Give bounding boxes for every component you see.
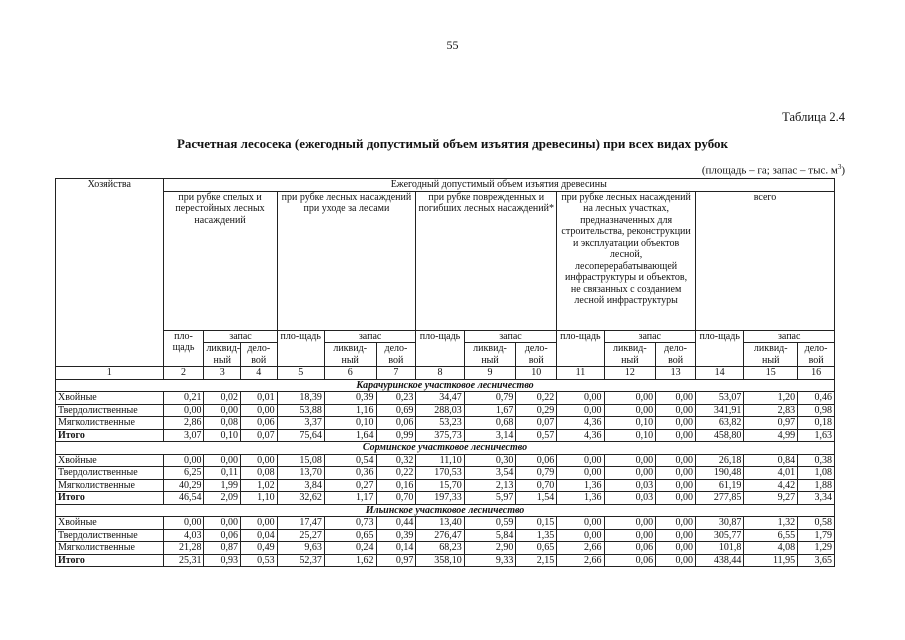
row-label: Хвойные [56,517,164,530]
table-cell: 1,17 [324,492,376,505]
table-cell: 0,02 [204,392,241,405]
row-label: Твердолиственные [56,529,164,542]
table-cell: 21,28 [163,542,204,555]
units-superscript: 3 [837,163,842,171]
table-cell: 15,70 [416,479,464,492]
units-note-close: ) [841,164,845,177]
allowable-cut-table [55,178,835,567]
table-row [56,529,835,542]
table-cell: 0,58 [798,517,835,530]
table-cell: 40,29 [163,479,204,492]
table-cell: 438,44 [695,554,743,567]
stock-header: запас [604,330,695,343]
table-cell: 1,02 [241,479,278,492]
table-cell: 0,97 [376,554,416,567]
table-cell: 1,29 [798,542,835,555]
table-row [56,404,835,417]
row-label: Итого [56,554,164,567]
table-cell: 0,00 [204,404,241,417]
table-cell: 32,62 [277,492,324,505]
area-header: пло-щадь [695,330,743,367]
table-row [56,454,835,467]
table-cell: 3,34 [798,492,835,505]
section-title: Сорминское участковое лесничество [56,442,835,455]
table-cell: 1,62 [324,554,376,567]
area-header: пло-щадь [557,330,604,367]
section-row [56,442,835,455]
section-row [56,504,835,517]
table-cell: 305,77 [695,529,743,542]
table-row [56,542,835,555]
table-cell: 9,33 [464,554,516,567]
page-number: 55 [446,38,459,52]
table-cell: 4,36 [557,429,604,442]
stock-header: запас [204,330,277,343]
table-row [56,467,835,480]
column-number: 14 [695,367,743,380]
table-cell: 0,00 [656,417,696,430]
table-cell: 0,00 [604,404,656,417]
table-cell: 0,06 [604,554,656,567]
table-cell: 26,18 [695,454,743,467]
table-cell: 0,65 [516,542,557,555]
table-cell: 0,18 [798,417,835,430]
row-label: Мягколиственные [56,542,164,555]
table-cell: 0,00 [656,554,696,567]
area-header: пло-щадь [163,330,204,367]
table-cell: 2,90 [464,542,516,555]
stock-header: запас [324,330,415,343]
table-cell: 276,47 [416,529,464,542]
table-cell: 1,35 [516,529,557,542]
table-cell: 6,25 [163,467,204,480]
table-cell: 2,15 [516,554,557,567]
table-cell: 0,11 [204,467,241,480]
table-cell: 0,00 [604,467,656,480]
total-row [56,492,835,505]
table-cell: 0,00 [604,392,656,405]
table-cell: 0,00 [656,492,696,505]
table-cell: 9,63 [277,542,324,555]
table-cell: 0,06 [604,542,656,555]
table-cell: 3,54 [464,467,516,480]
area-header: пло-щадь [277,330,324,367]
table-label: Таблица 2.4 [782,110,845,124]
table-cell: 341,91 [695,404,743,417]
table-cell: 0,14 [376,542,416,555]
table-cell: 2,86 [163,417,204,430]
table-cell: 0,00 [656,517,696,530]
column-number: 2 [163,367,204,380]
table-cell: 0,04 [241,529,278,542]
table-cell: 52,37 [277,554,324,567]
table-cell: 0,03 [604,479,656,492]
table-cell: 53,07 [695,392,743,405]
table-cell: 0,00 [163,517,204,530]
table-cell: 0,54 [324,454,376,467]
table-cell: 0,46 [798,392,835,405]
table-cell: 458,80 [695,429,743,442]
column-number: 4 [241,367,278,380]
group-header-construction: при рубке лесных насаждений на лесных участках, предназначенных для строительства, реконструкции и эксплуатации объектов лесной, лесоперерабатывающей инфраструктуры и объектов, не связанных с созданием лесной инфраструктуры [557,191,696,330]
table-row [56,517,835,530]
table-cell: 0,00 [656,542,696,555]
total-row [56,554,835,567]
table-cell: 0,84 [744,454,798,467]
table-cell: 0,00 [656,429,696,442]
table-cell: 197,33 [416,492,464,505]
table-cell: 0,03 [604,492,656,505]
table-cell: 0,00 [557,529,604,542]
column-number: 3 [204,367,241,380]
table-cell: 0,00 [241,454,278,467]
table-cell: 3,65 [798,554,835,567]
table-cell: 0,00 [204,454,241,467]
table-cell: 0,06 [516,454,557,467]
table-cell: 0,00 [656,479,696,492]
row-label: Хвойные [56,392,164,405]
table-cell: 0,10 [604,417,656,430]
table-cell: 9,27 [744,492,798,505]
row-label: Твердолиственные [56,467,164,480]
table-cell: 61,19 [695,479,743,492]
table-cell: 0,07 [516,417,557,430]
row-label: Твердолиственные [56,404,164,417]
liquid-header: ликвид-ный [324,343,376,367]
business-header: дело-вой [241,343,278,367]
table-cell: 34,47 [416,392,464,405]
table-cell: 0,36 [324,467,376,480]
table-cell: 0,38 [798,454,835,467]
column-number: 11 [557,367,604,380]
stock-header: запас [464,330,557,343]
table-cell: 0,39 [324,392,376,405]
group-header-thinning: при рубке лесных насаждений при уходе за лесами [277,191,416,330]
table-cell: 1,88 [798,479,835,492]
table-cell: 0,00 [241,517,278,530]
total-row [56,429,835,442]
table-cell: 0,00 [557,454,604,467]
table-cell: 0,30 [464,454,516,467]
table-row [56,417,835,430]
table-cell: 0,79 [516,467,557,480]
table-cell: 0,44 [376,517,416,530]
units-note-text: (площадь – га; запас – тыс. м [701,164,838,177]
table-cell: 0,70 [376,492,416,505]
column-number: 16 [798,367,835,380]
section-row [56,379,835,392]
column-number: 13 [656,367,696,380]
table-cell: 63,82 [695,417,743,430]
table-cell: 0,00 [604,529,656,542]
table-cell: 0,21 [163,392,204,405]
table-cell: 1,99 [204,479,241,492]
table-cell: 375,73 [416,429,464,442]
table-cell: 25,31 [163,554,204,567]
table-cell: 0,53 [241,554,278,567]
table-cell: 46,54 [163,492,204,505]
table-cell: 5,97 [464,492,516,505]
table-cell: 0,10 [604,429,656,442]
table-cell: 0,32 [376,454,416,467]
table-cell: 68,23 [416,542,464,555]
table-cell: 0,00 [557,467,604,480]
table-cell: 0,00 [557,404,604,417]
table-cell: 0,15 [516,517,557,530]
row-label: Мягколиственные [56,479,164,492]
table-cell: 18,39 [277,392,324,405]
table-cell: 0,93 [204,554,241,567]
table-cell: 0,07 [241,429,278,442]
table-cell: 0,00 [656,529,696,542]
stock-header: запас [744,330,835,343]
table-cell: 2,66 [557,542,604,555]
table-cell: 0,65 [324,529,376,542]
table-cell: 0,68 [464,417,516,430]
allowed-volume-header: Ежегодный допустимый объем изъятия древесины [163,179,834,192]
table-cell: 0,00 [604,454,656,467]
row-label: Хвойные [56,454,164,467]
liquid-header: ликвид-ный [744,343,798,367]
group-header-damaged: при рубке поврежденных и погибших лесных насаждений* [416,191,557,330]
table-cell: 75,64 [277,429,324,442]
table-cell: 3,07 [163,429,204,442]
table-cell: 11,95 [744,554,798,567]
table-cell: 0,57 [516,429,557,442]
table-cell: 0,01 [241,392,278,405]
table-cell: 0,00 [656,404,696,417]
column-number: 1 [56,367,164,380]
business-header: дело-вой [656,343,696,367]
table-cell: 13,70 [277,467,324,480]
table-cell: 0,06 [376,417,416,430]
table-cell: 0,49 [241,542,278,555]
table-cell: 5,84 [464,529,516,542]
table-cell: 0,00 [557,517,604,530]
table-cell: 0,10 [324,417,376,430]
table-cell: 0,08 [241,467,278,480]
table-cell: 1,36 [557,479,604,492]
liquid-header: ликвид-ный [204,343,241,367]
column-number: 6 [324,367,376,380]
table-cell: 0,06 [204,529,241,542]
group-header-mature: при рубке спелых и перестойных лесных насаждений [163,191,277,330]
section-title: Ильинское участковое лесничество [56,504,835,517]
table-cell: 1,36 [557,492,604,505]
liquid-header: ликвид-ный [464,343,516,367]
table-cell: 25,27 [277,529,324,542]
table-cell: 1,67 [464,404,516,417]
table-cell: 2,09 [204,492,241,505]
table-cell: 3,14 [464,429,516,442]
table-cell: 3,84 [277,479,324,492]
table-cell: 0,23 [376,392,416,405]
row-label: Мягколиственные [56,417,164,430]
farms-header: Хозяйства [56,179,164,367]
table-cell: 0,06 [241,417,278,430]
table-cell: 4,03 [163,529,204,542]
table-cell: 1,63 [798,429,835,442]
table-cell: 101,8 [695,542,743,555]
table-cell: 0,00 [204,517,241,530]
table-cell: 4,99 [744,429,798,442]
column-number: 10 [516,367,557,380]
table-cell: 1,20 [744,392,798,405]
table-cell: 0,22 [516,392,557,405]
column-number: 15 [744,367,798,380]
table-cell: 2,66 [557,554,604,567]
table-cell: 0,69 [376,404,416,417]
table-cell: 0,99 [376,429,416,442]
table-cell: 0,27 [324,479,376,492]
table-cell: 358,10 [416,554,464,567]
table-cell: 0,10 [204,429,241,442]
table-cell: 0,00 [557,392,604,405]
table-cell: 0,22 [376,467,416,480]
column-number: 12 [604,367,656,380]
table-cell: 1,10 [241,492,278,505]
table-cell: 0,16 [376,479,416,492]
document-title: Расчетная лесосека (ежегодный допустимый объем изъятия древесины) при всех видах рубок [176,136,729,151]
liquid-header: ликвид-ный [604,343,656,367]
business-header: дело-вой [376,343,416,367]
column-number: 7 [376,367,416,380]
table-cell: 1,08 [798,467,835,480]
table-cell: 0,87 [204,542,241,555]
business-header: дело-вой [798,343,835,367]
table-cell: 4,42 [744,479,798,492]
table-row [56,479,835,492]
table-cell: 1,54 [516,492,557,505]
table-cell: 1,16 [324,404,376,417]
table-cell: 4,08 [744,542,798,555]
table-cell: 4,36 [557,417,604,430]
table-cell: 0,00 [656,454,696,467]
table-cell: 1,32 [744,517,798,530]
row-label: Итого [56,492,164,505]
table-cell: 190,48 [695,467,743,480]
table-cell: 0,29 [516,404,557,417]
table-cell: 11,10 [416,454,464,467]
table-row [56,392,835,405]
section-title: Карачуринское участковое лесничество [56,379,835,392]
group-header-total: всего [695,191,834,330]
table-cell: 0,00 [163,454,204,467]
table-cell: 288,03 [416,404,464,417]
table-cell: 0,00 [656,392,696,405]
table-cell: 15,08 [277,454,324,467]
table-cell: 17,47 [277,517,324,530]
table-cell: 0,97 [744,417,798,430]
table-cell: 3,37 [277,417,324,430]
table-cell: 30,87 [695,517,743,530]
column-number: 5 [277,367,324,380]
column-number: 8 [416,367,464,380]
table-cell: 277,85 [695,492,743,505]
table-cell: 0,24 [324,542,376,555]
table-cell: 1,64 [324,429,376,442]
column-number: 9 [464,367,516,380]
table-cell: 2,83 [744,404,798,417]
table-cell: 0,00 [604,517,656,530]
table-cell: 0,39 [376,529,416,542]
table-cell: 6,55 [744,529,798,542]
table-cell: 0,70 [516,479,557,492]
table-cell: 0,00 [656,467,696,480]
row-label: Итого [56,429,164,442]
table-cell: 1,79 [798,529,835,542]
table-cell: 0,08 [204,417,241,430]
table-cell: 0,00 [241,404,278,417]
table-cell: 2,13 [464,479,516,492]
table-cell: 53,88 [277,404,324,417]
area-header: пло-щадь [416,330,464,367]
table-cell: 0,98 [798,404,835,417]
table-cell: 53,23 [416,417,464,430]
table-cell: 13,40 [416,517,464,530]
table-cell: 0,00 [163,404,204,417]
table-cell: 0,59 [464,517,516,530]
table-cell: 0,73 [324,517,376,530]
table-cell: 170,53 [416,467,464,480]
table-cell: 0,79 [464,392,516,405]
units-note [702,163,845,177]
business-header: дело-вой [516,343,557,367]
table-cell: 4,01 [744,467,798,480]
